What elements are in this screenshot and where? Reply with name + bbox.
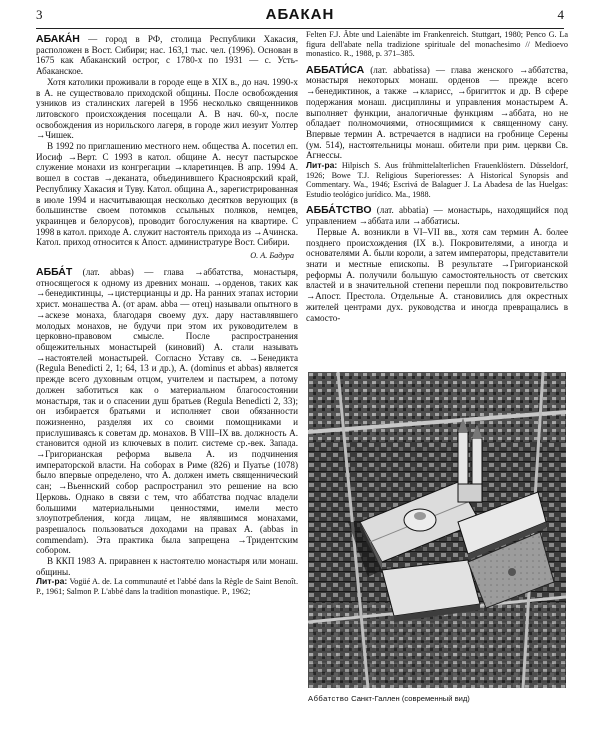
page-header [36, 6, 564, 29]
abakan-paragraph-2: Хотя католики проживали в городе еще в XIX в., до нач. 1990-х в А. не существовало приходской общины. После освобождения узников из сталинских лагерей в 1956 несколько священников литовского происхождения посещали А. В нач. 60-х, после освобождения из норильского лагеря, в городе жил иезуит Уолтер →Чишек. [36, 76, 298, 141]
literature-label: Лит-ра: [36, 576, 68, 587]
abbey-aerial-photo [308, 372, 566, 688]
entry-abbat [36, 267, 298, 556]
abbey-illustration [308, 372, 566, 688]
photo-caption [308, 694, 566, 703]
headword-abbat: АББА́Т [36, 266, 73, 279]
abbat-paragraph-2: В ККП 1983 А. приравнен к настоятелю монастыря или монаш. общины. [36, 556, 298, 577]
headword-abbatisa: АББАТИ́СА [306, 63, 365, 76]
page-number-left: 3 [36, 7, 43, 22]
entry-abakan [36, 34, 298, 77]
running-head: АБАКАН [265, 6, 335, 23]
abbat-literature [36, 577, 298, 596]
abakan-definition: — город в РФ, столица Республики Хакасия, расположен в Вост. Сибири; нас. 163,1 тыс. чел. (1996). Основан в 1675 как Абаканский острог, с 1780-х по 1931 — с. Усть-Абаканское. [36, 34, 299, 77]
abbat-definition: (лат. abbas) — глава →аббатства, монастыря, относящегося к одному из древних монаш. →орденов, таких как →бенедиктинцы, →цистерцианцы и др. На ранних этапах истории христ. монашества А. (от арам. abba — отец) называли опытного в →аскезе монаха, благодаря своему дух. дару наставлявшего молодых монахов, не будучи при этом их руководителем в церковно-правовом смысле. После распространения общежительных монастырей (киновий) А. стали называть →настоятелей монастырей. Согласно Уставу св. →Бенедикта (Regula Benedicti 2, 1; 64, 13 и др.), А. (dominus et abbas) является прежде всего духовным отцом, учителем и пастырем, а потому должен заботиться как о материальном благосостоянии монастыря, так и о спасении душ братьев (Regula Benedicti 2, 33); он избирается братьями и исполняет свои обязанности пожизненно, разделяя их со своими помощниками и прислушиваясь к советам др. монахов. В VIII–IX вв. должность А. становится одной из ключевых в полит. системе ср.-век. Запада. →Григорианская реформа вывела А. из подчинения императорской власти. На соборах в Риме (826) и Пуатье (1078) было впервые определено, что А. должен иметь священнический сан; →Вьеннский собор распространил это решение на всю Церковь. Однако в связи с тем, что аббатства подчас владели большими материальными ценностями, имели место злоупотребления, когда лицам, не являвшимся монахами, разрешалось пользоваться доходами на правах А. (abbas in commendam). Эта практика была запрещена →Тридентским собором. [36, 267, 298, 556]
literature-text: Hilpisch S. Aus frühmittelalterlichen Frauenklöstern. Düsseldorf, 1926; Bowe T.J. Religious Superioresses: A Historical Synopsis and Commentary. Wa., 1946; Escrivá de Balaguer J. La Abadesa de las Huelgas: Estudio teológico jurídico. Ma., 1988. [306, 161, 569, 199]
entry-abbatisa [306, 65, 568, 161]
caption-text: Санкт-Галлен (современный вид) [351, 694, 470, 703]
abbatstvo-paragraph-2: Первые А. возникли в VI–VII вв., хотя сам термин А. более позднего происхождения (IX в.). Покровителями, а иногда и основателями А. были короли, а затем императоры, представители знати и местные епископы. В результате →Григорианской реформы А. получили большую самостоятельность от светских властей и в значительной степени перешли под покровительство →Апост. Престола. Отдельные А. становились для окрестных жителей центрами дух. руководства и иногда превращались в самосто- [306, 226, 568, 323]
right-column [306, 30, 568, 323]
author-signature: О. А. Бадура [250, 251, 294, 261]
abakan-paragraph-3: В 1992 по приглашению местного нем. общества А. посетил еп. Иосиф →Верт. С 1993 в катол. общине А. несут пастырское служение монахи из конгрегации →кларетинцев. В апр. 1994 А. вошел в состав →деканата, объединившего Красноярский край, Республику Хакасия и Туву. Катол. община А., зарегистрированная в июле 1994 и насчитывающая несколько десятков верующих (в большинстве своем потомков ссыльных поляков, немцев, украинцев и белорусов), проводит богослужения на квартире. С 1998 в катол. приходе А. служит настоятель прихода из →Ачинска. Катол. приход относится к Апост. администратуре Вост. Сибири. [36, 141, 298, 248]
abbatisa-literature [306, 161, 568, 199]
left-column [36, 34, 298, 597]
literature-label: Лит-ра: [306, 160, 338, 171]
abbatisa-definition: (лат. abbatissa) — глава женского →аббатства, монастыря некоторых монаш. орденов — прежде всего →бенедиктинок, а также →кларисс, →бригитток и др. В сфере подержания монаш. дисциплины и управления монастырем А. выполняет функции, аналогичные функциям →аббата, но не обладает полномочиями, относящимися к священному сану. Впервые термин А. встречается в надписи на гробнице Серены (ум. 514), настоятельницы монаш. обители при рим. церкви Св. Агнессы. [306, 64, 568, 161]
headword-abbatstvo: АББА́ТСТВО [306, 204, 372, 217]
page-number-right: 4 [557, 7, 564, 22]
caption-word: Аббатство [308, 694, 349, 703]
literature-text: Vogüé A. de. La communauté et l'abbé dans la Règle de Saint Benoît. P., 1961; Salmon P. L'abbé dans la tradition monastique. P., 1962; [36, 577, 299, 597]
literature-continued: Felten F.J. Äbte und Laienäbte im Frankenreich. Stuttgart, 1980; Penco G. La figura dell'abate nella tradizione spirituale del monachesimo // Medioevo monastico. R., 1988, p. 371–385. [306, 30, 568, 59]
entry-abbatstvo [306, 205, 568, 226]
abbatstvo-definition: (лат. abbatia) — монастырь, находящийся под управлением →аббата или →аббатисы. [306, 205, 568, 227]
headword-abakan: АБАКА́Н [36, 33, 80, 45]
